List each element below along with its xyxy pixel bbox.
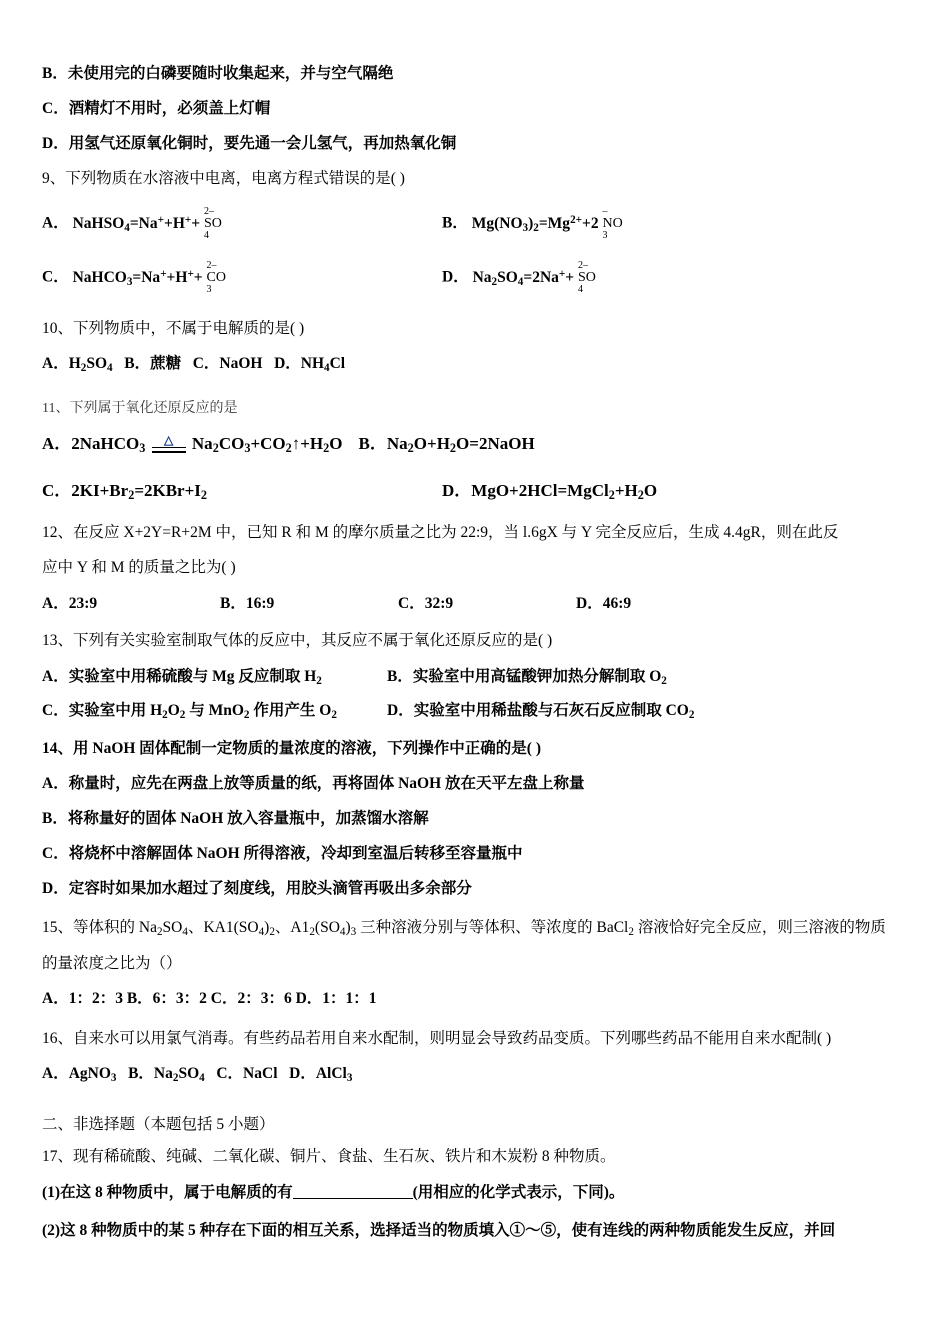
question-12-options	[42, 591, 908, 613]
question-13-stem: 13、下列有关实验室制取气体的反应中，其反应不属于氧化还原反应的是( )	[42, 632, 553, 650]
question-9-options-row-1	[42, 207, 908, 241]
question-10-options-text: A．$H_2SO_4$ B．蔗糖 C．NaOH D．$NH_4Cl$	[42, 355, 346, 374]
question-13-option-c: C．实验室中用 $H_2O_2$ 与 MnO$_2$ 作用产生 $O_2$	[42, 702, 337, 721]
question-11-option-d: D．$MgO+2HCl=MgCl_2+H_2O$	[442, 481, 658, 503]
question-9-options-row-2	[42, 261, 908, 295]
option-d-formula: $Na_2SO_4=2Na^++$	[472, 267, 575, 288]
question-17-part-1-before: (1)在这 8 种物质中，属于电解质的有	[42, 1184, 293, 1202]
question-15-options: A．1：2：3 B．6：3：2 C．2：3：6 D．1：1：1	[42, 990, 377, 1007]
question-9-option-a	[42, 207, 442, 241]
question-14-option-d: D．定容时如果加水超过了刻度线，用胶头滴管再吸出多余部分	[42, 879, 472, 897]
question-11-options-row-1	[42, 429, 908, 456]
option-c-formula: NaHCO$_3$=Na++H++	[72, 267, 203, 288]
nitrate-ion-b: – NO 3	[602, 206, 623, 242]
question-10-options	[42, 352, 908, 377]
question-8-option-d	[42, 132, 908, 156]
question-14-option-c: C．将烧杯中溶解固体 NaOH 所得溶液，冷却到室温后转移至容量瓶中	[42, 844, 523, 862]
question-12-stem-line-1: 12、在反应 X+2Y=R+2M 中，已知 R 和 M 的摩尔质量之比为 22:9，当 l.6gX 与 Y 完全反应后，生成 4.4gR，则在此反	[42, 524, 839, 542]
question-16-options	[42, 1062, 908, 1087]
option-c-label: C．	[42, 268, 69, 286]
question-17-part-1	[42, 1181, 908, 1205]
question-17-part-1-after: (用相应的化学式表示，下同)。	[412, 1184, 625, 1202]
question-11-option-a: A．2NaHCO$_3$ △ $Na_2CO_3+CO_2↑+H_2O$	[42, 432, 343, 456]
question-9-option-d	[442, 261, 596, 295]
question-16-options-text: A．AgNO$_3$ B．$Na_2SO_4$ C．NaCl D．AlCl$_3$	[42, 1065, 353, 1084]
question-12-option-b: B．16:9	[220, 595, 275, 613]
option-a-label: A．	[42, 214, 69, 232]
question-9-option-b	[442, 207, 623, 241]
question-8-option-b	[42, 62, 908, 86]
option-b-label: B．	[442, 214, 468, 232]
question-10-stem: 10、下列物质中，不属于电解质的是( )	[42, 320, 305, 338]
question-15-stem-line-2: 的量浓度之比为（）	[42, 954, 182, 972]
question-13-options-row-1	[42, 664, 908, 687]
sulfate-ion-a: 2– SO 4	[203, 206, 222, 242]
option-b-formula: $Mg(NO_3)_2=Mg^{2+}+2$	[471, 213, 599, 234]
question-12-option-d: D．46:9	[576, 595, 632, 613]
question-12-option-a: A．23:9	[42, 595, 98, 613]
option-c-label: C．酒精灯不用时，必须盖上灯帽	[42, 100, 271, 118]
section-2-heading: 二、非选择题（本题包括 5 小题）	[42, 1116, 275, 1134]
question-14-stem: 14、用 NaOH 固体配制一定物质的量浓度的溶液，下列操作中正确的是( )	[42, 739, 542, 757]
option-a-formula: NaHSO$_4$=Na++H++	[72, 213, 201, 234]
question-9-option-c	[42, 261, 442, 295]
heating-arrow-icon: △	[152, 434, 186, 455]
option-d-label: D．	[442, 268, 469, 286]
answer-blank[interactable]	[293, 1185, 413, 1200]
document-body	[42, 62, 908, 1254]
question-12-option-c: C．32:9	[398, 595, 454, 613]
question-11-stem: 11、下列属于氧化还原反应的是	[42, 401, 238, 417]
question-17-stem: 17、现有稀硫酸、纯碱、二氧化碳、铜片、食盐、生石灰、铁片和木炭粉 8 种物质。	[42, 1148, 616, 1166]
question-12-stem-line-2: 应中 Y 和 M 的质量之比为( )	[42, 559, 236, 577]
option-b-label: B．未使用完的白磷要随时收集起来，并与空气隔绝	[42, 65, 394, 82]
question-16-stem: 16、自来水可以用氯气消毒。有些药品若用自来水配制，则明显会导致药品变质。下列哪些药品不能用自来水配制( )	[42, 1030, 832, 1048]
question-13-option-d: D．实验室中用稀盐酸与石灰石反应制取 $CO_2$	[387, 702, 695, 721]
option-a-products: $Na_2CO_3+CO_2↑+H_2O$	[191, 434, 343, 456]
question-14-option-b: B．将称量好的固体 NaOH 放入容量瓶中，加蒸馏水溶解	[42, 809, 429, 827]
question-11-option-b: B．$Na_2O+H_2O=2NaOH$	[358, 434, 535, 456]
question-9-stem: 9、下列物质在水溶液中电离，电离方程式错误的是( )	[42, 170, 405, 188]
sulfate-ion-d: 2– SO 4	[577, 260, 596, 296]
option-d-label: D．用氢气还原氧化铜时，要先通一会儿氢气，再加热氧化铜	[42, 135, 457, 153]
question-15-stem-line-1: 15、等体积的 $Na_2SO_4$、$KA1(SO_4)_2$、$A1_2(SO_4)_3$ 三种溶液分别与等体积、等浓度的 BaCl$_2$ 溶液恰好完全反应，则三溶液的物质	[42, 918, 886, 938]
carbonate-ion-c: 2– CO 3	[206, 260, 226, 296]
question-11-option-c: C．$2KI+Br_2=2KBr+I_2$	[42, 481, 208, 503]
question-13-option-b: B．实验室中用高锰酸钾加热分解制取 $O_2$	[387, 668, 667, 688]
question-11-options-row-2	[42, 476, 908, 503]
question-13-option-a: A．实验室中用稀硫酸与 Mg 反应制取 $H_2$	[42, 668, 322, 688]
question-8-option-c	[42, 97, 908, 121]
question-14-option-a: A．称量时，应先在两盘上放等质量的纸，再将固体 NaOH 放在天平左盘上称量	[42, 774, 585, 792]
question-17-part-2: (2)这 8 种物质中的某 5 种存在下面的相互关系，选择适当的物质填入①～⑤，使有连线的两种物质能发生反应，并回	[42, 1222, 836, 1240]
question-13-options-row-2	[42, 698, 908, 721]
